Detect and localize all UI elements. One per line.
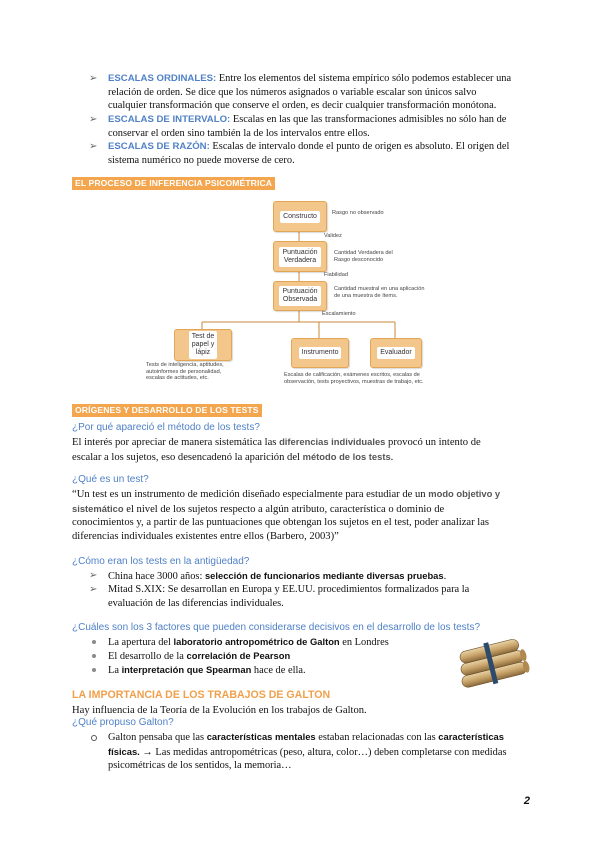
bullet-ordinales: ESCALAS ORDINALES: Entre los elementos del sistema empírico sólo podemos establecer una relación de orden. Se dice que los números asignados o variable escalar son únicos salvo cualquier transformación que conserve el orden, es decir cualquier transformación monótona.	[108, 73, 512, 112]
question-antiguedad: ¿Cómo eran los tests en la antigüedad?	[72, 556, 250, 567]
arrow-bullet-icon: ➢	[89, 584, 98, 595]
term-intervalo: ESCALAS DE INTERVALO:	[108, 114, 231, 125]
arrow-bullet-icon: ➢	[89, 73, 98, 84]
section-title-galton: LA IMPORTANCIA DE LOS TRABAJOS DE GALTON	[72, 689, 331, 701]
label-cantidad-verdadera: Cantidad Verdadera del Rasgo desconocido	[334, 250, 393, 263]
label-fiabilidad: Fiabilidad	[324, 272, 348, 278]
node-puntuacion-verdadera: Puntuación Verdadera	[273, 241, 327, 272]
bullet-china: China hace 3000 años: selección de funcionarios mediante diversas pruebas.	[108, 570, 447, 582]
circle-bullet-icon	[91, 735, 97, 741]
arrow-bullet-icon: ➢	[89, 114, 98, 125]
dot-bullet-icon	[92, 640, 96, 644]
node-evaluador: Evaluador	[370, 338, 422, 368]
answer-por-que: El interés por apreciar de manera sistemática las diferencias individuales provocó un intento de escalar a los sujetos, eso desencadenó la aparición del método de los tests.	[72, 436, 481, 463]
label-escalamiento: Escalamiento	[322, 311, 356, 317]
bullet-correlacion: El desarrollo de la correlación de Pearson	[108, 650, 291, 662]
page-number: 2	[523, 795, 530, 807]
dot-bullet-icon	[92, 654, 96, 658]
bullet-galton: Galton pensaba que las características mentales estaban relacionadas con las características físicas. → Las medidas antropométricas (peso, altura, color…) deben completarse con medidas psicométricas de los sentidos, la memoria…	[108, 731, 507, 772]
node-test-papel-lapiz: Test de papel y lápiz	[174, 329, 232, 361]
arrow-bullet-icon: ➢	[89, 141, 98, 152]
label-validez: Validez	[324, 233, 342, 239]
bullet-razon: ESCALAS DE RAZÓN: Escalas de intervalo donde el punto de origen es absoluto. El origen del sistema numérico no puede moverse de cero.	[108, 141, 510, 166]
scrolls-illustration	[455, 637, 530, 695]
section-title-inferencia: EL PROCESO DE INFERENCIA PSICOMÉTRICA	[72, 177, 275, 190]
term-ordinales: ESCALAS ORDINALES:	[108, 73, 217, 84]
node-instrumento: Instrumento	[291, 338, 349, 368]
dot-bullet-icon	[92, 668, 96, 672]
bullet-mitad-sxix: Mitad S.XIX: Se desarrollan en Europa y EE.UU. procedimientos formalizados para la evaluación de las diferencias individuales.	[108, 584, 470, 609]
bullet-intervalo: ESCALAS DE INTERVALO: Escalas en las que las transformaciones admisibles no sólo han de conservar el orden sino también la de los intervalos entre ellos.	[108, 114, 507, 139]
label-rasgo: Rasgo no observado	[332, 210, 384, 216]
question-que-es-test: ¿Qué es un test?	[72, 474, 149, 485]
term-razon: ESCALAS DE RAZÓN:	[108, 141, 210, 152]
section-title-origenes: ORÍGENES Y DESARROLLO DE LOS TESTS	[72, 404, 262, 417]
label-cantidad-muestral: Cantidad muestral en una aplicación de una muestra de ítems.	[334, 286, 425, 299]
question-tres-factores: ¿Cuáles son los 3 factores que pueden considerarse decisivos en el desarrollo de los tests?	[72, 622, 481, 633]
node-puntuacion-observada: Puntuación Observada	[273, 281, 327, 311]
bullet-laboratorio: La apertura del laboratorio antropométrico de Galton en Londres	[108, 636, 389, 648]
question-por-que: ¿Por qué apareció el método de los tests?	[72, 422, 260, 433]
question-que-propuso: ¿Qué propuso Galton?	[72, 717, 174, 728]
arrow-bullet-icon: ➢	[89, 570, 98, 581]
label-escalas-calificacion: Escalas de calificación, exámenes escritos, escalas de observación, tests proyectivos, muestras de trabajo, etc.	[284, 372, 424, 385]
label-tests-inteligencia: Tests de inteligencia, aptitudes, autoinformes de personalidad, escalas de actitudes, etc.	[146, 362, 224, 382]
galton-intro: Hay influencia de la Teoría de la Evolución en los trabajos de Galton.	[72, 705, 367, 716]
bullet-spearman: La interpretación que Spearman hace de ella.	[108, 664, 306, 676]
answer-que-es-test: “Un test es un instrumento de medición diseñado especialmente para estudiar de un modo objetivo y sistemático el nivel de los sujetos respecto a algún atributo, característica o dominio de conocimientos y, a partir de las puntuaciones que obtengan los sujetos en el test, poder analizar las diferencias individuales existentes entre ellos (Barbero, 2003)”	[72, 488, 501, 542]
node-constructo: Constructo	[273, 201, 327, 232]
